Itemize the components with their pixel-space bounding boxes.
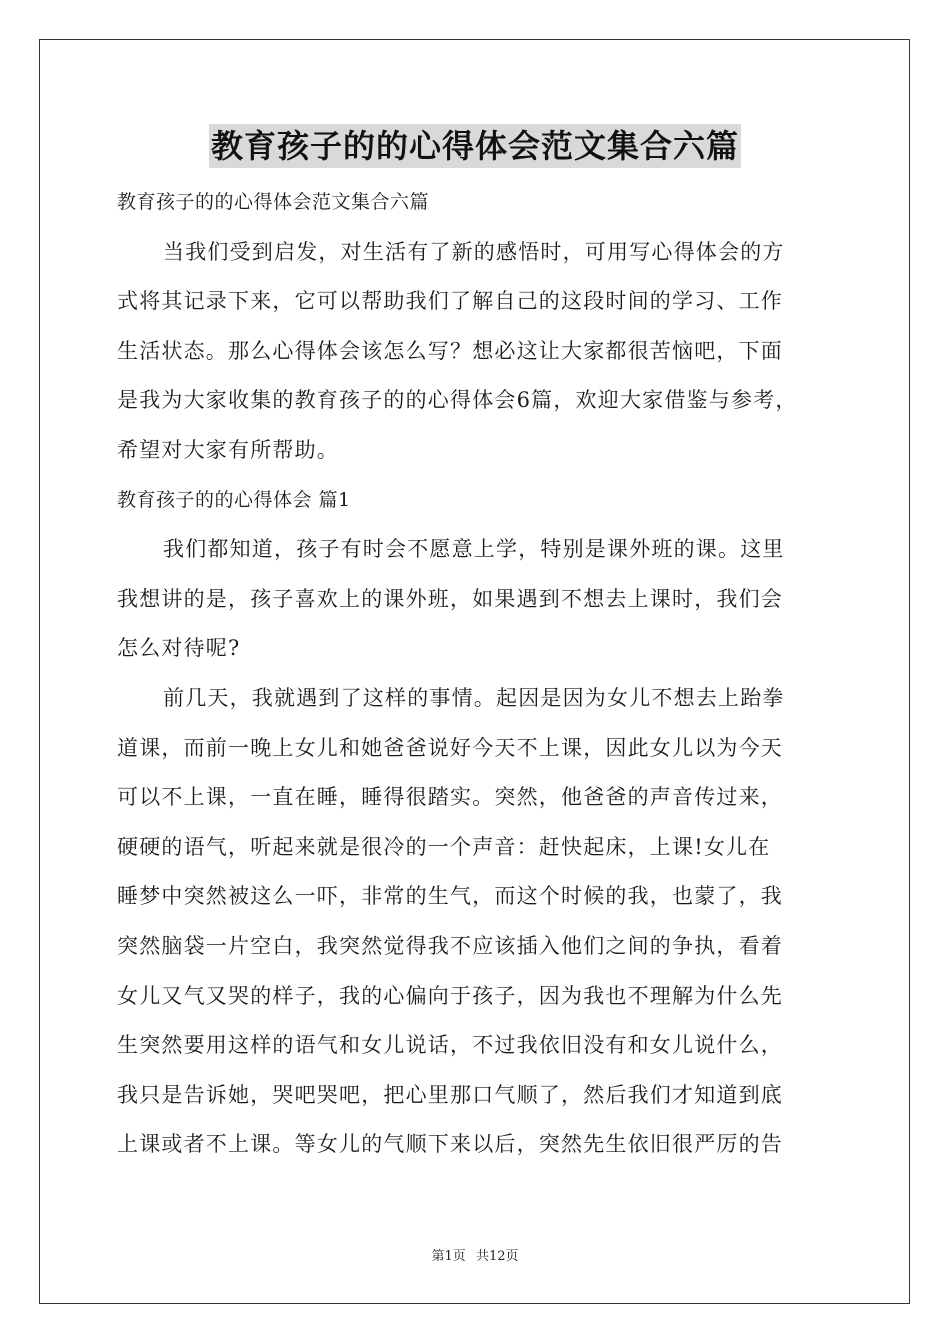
document-title: 教育孩子的的心得体会范文集合六篇 — [209, 124, 741, 168]
body-text-line: 希望对大家有所帮助。 — [117, 437, 339, 462]
body-text-line: 生活状态。那么心得体会该怎么写？想必这让大家都很苦恼吧，下面 — [117, 338, 783, 363]
body-text-line: 我想讲的是，孩子喜欢上的课外班，如果遇到不想去上课时，我们会 — [117, 586, 783, 611]
page-total: 共12页 — [475, 1249, 519, 1264]
body-text-line: 是我为大家收集的教育孩子的的心得体会6篇，欢迎大家借鉴与参考， — [117, 388, 798, 413]
body-text-line: 我们都知道，孩子有时会不愿意上学，特别是课外班的课。这里 — [163, 537, 785, 562]
body-text-line: 前几天，我就遇到了这样的事情。起因是因为女儿不想去上跆拳 — [163, 685, 785, 710]
body-text-line: 我只是告诉她，哭吧哭吧，把心里那口气顺了，然后我们才知道到底 — [117, 1082, 783, 1107]
body-text-line: 式将其记录下来，它可以帮助我们了解自己的这段时间的学习、工作 — [117, 289, 783, 314]
body-text-line: 可以不上课，一直在睡，睡得很踏实。突然，他爸爸的声音传过来， — [117, 785, 783, 810]
body-text-line: 上课或者不上课。等女儿的气顺下来以后，突然先生依旧很严厉的告 — [117, 1132, 783, 1157]
body-text-line: 女儿又气又哭的样子，我的心偏向于孩子，因为我也不理解为什么先 — [117, 983, 783, 1008]
body-text-line: 道课，而前一晚上女儿和她爸爸说好今天不上课，因此女儿以为今天 — [117, 735, 783, 760]
section-heading: 教育孩子的的心得体会 篇1 — [117, 488, 351, 511]
section-heading: 教育孩子的的心得体会范文集合六篇 — [117, 191, 430, 213]
body-text-line: 突然脑袋一片空白，我突然觉得我不应该插入他们之间的争执，看着 — [117, 933, 783, 958]
title-container — [0, 124, 950, 168]
body-text-line: 睡梦中突然被这么一吓，非常的生气，而这个时候的我，也蒙了，我 — [117, 884, 783, 909]
body-text-line: 怎么对待呢? — [117, 636, 241, 661]
body-text-line: 硬硬的语气，听起来就是很冷的一个声音：赶快起床，上课!女儿在 — [117, 834, 771, 859]
page-number: 第1页 — [431, 1249, 466, 1264]
page-footer — [0, 1245, 950, 1264]
body-text-line: 生突然要用这样的语气和女儿说话，不过我依旧没有和女儿说什么， — [117, 1033, 783, 1058]
document-body — [117, 178, 841, 1170]
body-text-line: 当我们受到启发，对生活有了新的感悟时，可用写心得体会的方 — [163, 239, 785, 264]
